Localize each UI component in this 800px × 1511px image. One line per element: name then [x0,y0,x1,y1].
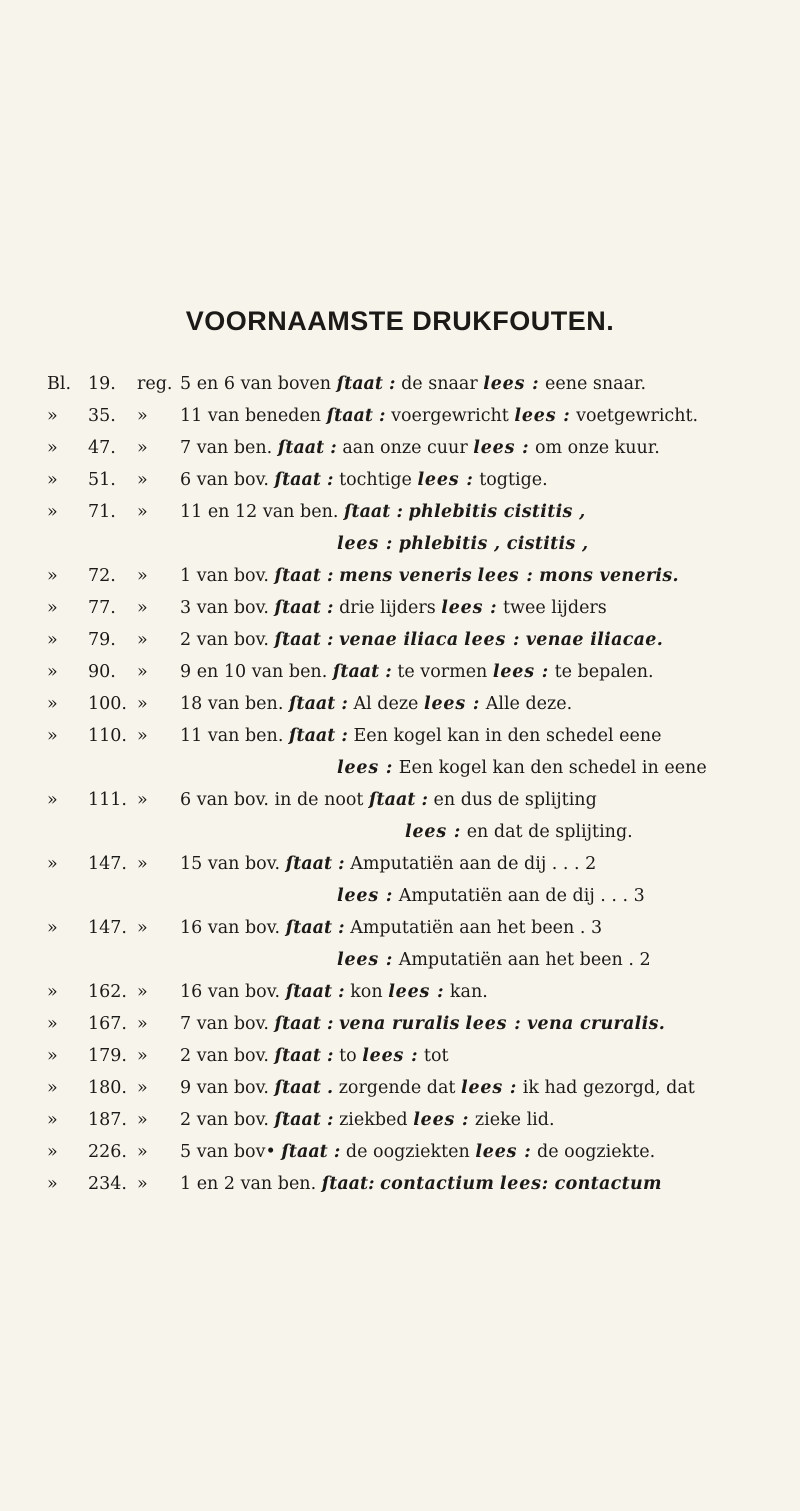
page-number: 51. [88,470,116,490]
line-location: 5 en 6 van boven [180,374,331,394]
staat-cue: ſtaat : [274,566,334,586]
correction-text [180,432,660,464]
correction-text [180,1008,665,1040]
wrong-text: en dus de splijting [433,790,597,810]
staat-cue: ſtaat : [281,1142,341,1162]
errata-row-continuation [0,528,800,560]
wrong-text: mens veneris [339,566,472,586]
errata-row [0,1008,800,1040]
wrong-text: Al deze [353,694,419,714]
wrong-text: tochtige [339,470,412,490]
page-number: 187. [88,1110,127,1130]
line-prefix: » [137,790,148,810]
line-location: 11 van ben. [180,726,284,746]
staat-cue: ſtaat : [274,470,334,490]
line-prefix: » [137,854,148,874]
correction-continuation [337,880,645,912]
page-number: 179. [88,1046,127,1066]
correction-text [180,688,572,720]
lees-cue: lees : [441,598,498,618]
line-location: 9 en 10 van ben. [180,662,328,682]
correction-text [180,976,488,1008]
correction-text [180,1168,662,1200]
errata-row [0,1072,800,1104]
page-prefix: » [47,1174,58,1194]
lees-cue: lees : [337,534,394,554]
errata-row [0,784,800,816]
correction-continuation [337,528,588,560]
lees-cue: lees : [477,566,534,586]
staat-cue: ſtaat : [274,1046,334,1066]
right-text: te bepalen. [554,662,654,682]
line-prefix: » [137,1078,148,1098]
wrong-text: ziekbed [339,1110,408,1130]
right-text: tot [423,1046,449,1066]
line-location: 5 van bov• [180,1142,276,1162]
lees-cue: lees: [499,1174,550,1194]
line-location: 1 en 2 van ben. [180,1174,317,1194]
page-prefix: » [47,1014,58,1034]
right-text: voetgewricht. [576,406,699,426]
errata-row [0,432,800,464]
correction-text [180,1040,449,1072]
page-number: 79. [88,630,116,650]
correction-text [180,592,607,624]
errata-row [0,848,800,880]
line-location: 11 en 12 van ben. [180,502,339,522]
staat-cue: ſtaat : [285,918,345,938]
line-prefix: » [137,694,148,714]
page-number: 147. [88,854,127,874]
lees-cue: lees : [424,694,481,714]
right-text: Amputatiën aan de dij . . . 3 [398,886,645,906]
line-location: 6 van bov. [180,470,269,490]
correction-text [180,1136,655,1168]
line-prefix: » [137,1014,148,1034]
lees-cue: lees : [514,406,571,426]
staat-cue: ſtaat : [288,726,348,746]
right-text: eene snaar. [544,374,647,394]
right-text: venae iliacae. [525,630,664,650]
errata-row [0,912,800,944]
errata-row [0,1104,800,1136]
lees-cue: lees : [464,630,521,650]
correction-text [180,1072,695,1104]
page-number: 19. [88,374,116,394]
page-prefix: » [47,662,58,682]
correction-text [180,1104,555,1136]
line-prefix: » [137,566,148,586]
staat-cue: ſtaat : [277,438,337,458]
correction-text [180,560,679,592]
correction-text [180,496,585,528]
right-text: om onze kuur. [534,438,660,458]
errata-row [0,400,800,432]
line-location: 9 van bov. [180,1078,269,1098]
page-number: 72. [88,566,116,586]
page-number: 71. [88,502,116,522]
wrong-text: zorgende dat [338,1078,456,1098]
page-number: 100. [88,694,127,714]
line-prefix: » [137,918,148,938]
staat-cue: ſtaat : [336,374,396,394]
correction-text [180,912,602,944]
line-prefix: » [137,438,148,458]
page-prefix: » [47,598,58,618]
page-number: 147. [88,918,127,938]
staat-cue: ſtaat: [321,1174,375,1194]
line-location: 2 van bov. [180,1046,269,1066]
correction-text [180,464,548,496]
right-text: Amputatiën aan het been . 2 [398,950,651,970]
wrong-text: Amputatiën aan de dij . . . 2 [350,854,597,874]
line-prefix: » [137,502,148,522]
page-prefix: » [47,790,58,810]
page-title: VOORNAAMSTE DRUKFOUTEN. [185,306,615,336]
line-location: 7 van ben. [180,438,273,458]
line-prefix: » [137,1046,148,1066]
correction-continuation [405,816,633,848]
line-prefix: » [137,630,148,650]
staat-cue: ſtaat : [288,694,348,714]
line-location: 16 van bov. [180,918,281,938]
page-prefix: » [47,982,58,1002]
errata-row [0,976,800,1008]
right-text: zieke lid. [474,1110,555,1130]
lees-cue: lees : [337,758,394,778]
line-prefix: » [137,982,148,1002]
line-location: 15 van bov. [180,854,281,874]
page-prefix: » [47,694,58,714]
right-text: contactum [554,1174,662,1194]
wrong-text: aan onze cuur [342,438,468,458]
page-prefix: » [47,630,58,650]
line-prefix: » [137,470,148,490]
staat-cue: ſtaat : [285,854,345,874]
line-location: 2 van bov. [180,630,269,650]
lees-cue: lees : [337,886,394,906]
staat-cue: ſtaat : [332,662,392,682]
line-location: 16 van bov. [180,982,281,1002]
right-text: en dat de splijting. [466,822,633,842]
right-text: kan. [449,982,488,1002]
errata-row [0,1040,800,1072]
page-prefix: » [47,1078,58,1098]
right-text: mons veneris. [539,566,679,586]
correction-continuation [337,944,651,976]
lees-cue: lees : [473,438,530,458]
wrong-text: kon [350,982,383,1002]
page-number: 162. [88,982,127,1002]
wrong-text: voergewricht [391,406,509,426]
staat-cue: ſtaat : [343,502,403,522]
errata-row [0,560,800,592]
staat-cue: ſtaat : [369,790,428,810]
wrong-text: Amputatiën aan het been . 3 [350,918,603,938]
line-location: 1 van bov. [180,566,269,586]
lees-cue: lees : [413,1110,470,1130]
right-text: Een kogel kan den schedel in eene [398,758,707,778]
page-number: 167. [88,1014,127,1034]
line-location: 11 van beneden [180,406,321,426]
wrong-text: venae iliaca [339,630,459,650]
correction-continuation [337,752,707,784]
page-number: 234. [88,1174,127,1194]
page-number: 226. [88,1142,127,1162]
errata-row [0,592,800,624]
page-prefix: » [47,726,58,746]
lees-cue: lees : [388,982,445,1002]
page-number: 111. [88,790,127,810]
errata-row [0,496,800,528]
right-text: vena cruralis. [527,1014,666,1034]
errata-row [0,368,800,400]
lees-cue: lees : [405,822,462,842]
staat-cue: ſtaat : [285,982,345,1002]
line-prefix: » [137,1174,148,1194]
right-text: phlebitis , cistitis , [398,534,589,554]
wrong-text: Een kogel kan in den schedel eene [353,726,662,746]
page-number: 47. [88,438,116,458]
right-text: twee lijders [502,598,607,618]
wrong-text: contactium [380,1174,495,1194]
errata-row [0,720,800,752]
right-text: ik had gezorgd, dat [522,1078,695,1098]
line-prefix: » [137,662,148,682]
correction-text [180,656,654,688]
errata-row [0,464,800,496]
lees-cue: lees : [417,470,474,490]
lees-cue: lees : [465,1014,522,1034]
page-number: 180. [88,1078,127,1098]
page-prefix: » [47,854,58,874]
correction-text [180,400,698,432]
wrong-text: to [339,1046,357,1066]
lees-cue: lees : [483,374,540,394]
page-prefix: » [47,406,58,426]
errata-list [0,368,800,1200]
lees-cue: lees : [475,1142,532,1162]
staat-cue: ſtaat : [326,406,386,426]
line-prefix: » [137,598,148,618]
page-prefix: » [47,918,58,938]
wrong-text: phlebitis cistitis , [408,502,586,522]
lees-cue: lees : [337,950,394,970]
errata-row [0,1168,800,1200]
lees-cue: lees : [492,662,550,682]
page-number: 35. [88,406,116,426]
correction-text [180,368,646,400]
wrong-text: drie lijders [339,598,436,618]
errata-row [0,1136,800,1168]
line-prefix: » [137,1110,148,1130]
errata-row-continuation [0,816,800,848]
lees-cue: lees : [461,1078,518,1098]
staat-cue: ſtaat . [274,1078,334,1098]
staat-cue: ſtaat : [274,1110,334,1130]
line-prefix: » [137,726,148,746]
line-location: 2 van bov. [180,1110,269,1130]
page-number: 90. [88,662,116,682]
page-prefix: » [47,566,58,586]
line-prefix: » [137,406,148,426]
page-prefix: » [47,1142,58,1162]
line-prefix: » [137,1142,148,1162]
page-prefix: Bl. [47,374,72,394]
correction-text [180,720,661,752]
line-location: 3 van bov. [180,598,269,618]
staat-cue: ſtaat : [274,598,334,618]
line-prefix: reg. [137,374,173,394]
staat-cue: ſtaat : [274,1014,334,1034]
errata-row [0,656,800,688]
errata-row-continuation [0,880,800,912]
page-number: 77. [88,598,116,618]
correction-text [180,784,597,816]
wrong-text: vena ruralis [339,1014,460,1034]
page-prefix: » [47,1110,58,1130]
wrong-text: de snaar [401,374,478,394]
right-text: de oogziekte. [537,1142,656,1162]
errata-row-continuation [0,752,800,784]
page-prefix: » [47,502,58,522]
page-prefix: » [47,1046,58,1066]
right-text: togtige. [479,470,548,490]
wrong-text: de oogziekten [345,1142,470,1162]
errata-row-continuation [0,944,800,976]
staat-cue: ſtaat : [274,630,334,650]
page-prefix: » [47,470,58,490]
right-text: Alle deze. [485,694,573,714]
page-prefix: » [47,438,58,458]
correction-text [180,624,663,656]
line-location: 7 van bov. [180,1014,269,1034]
errata-row [0,688,800,720]
correction-text [180,848,596,880]
page-number: 110. [88,726,127,746]
lees-cue: lees : [362,1046,419,1066]
line-location: 18 van ben. [180,694,284,714]
line-location: 6 van bov. in de noot [180,790,364,810]
errata-row [0,624,800,656]
wrong-text: te vormen [397,662,488,682]
